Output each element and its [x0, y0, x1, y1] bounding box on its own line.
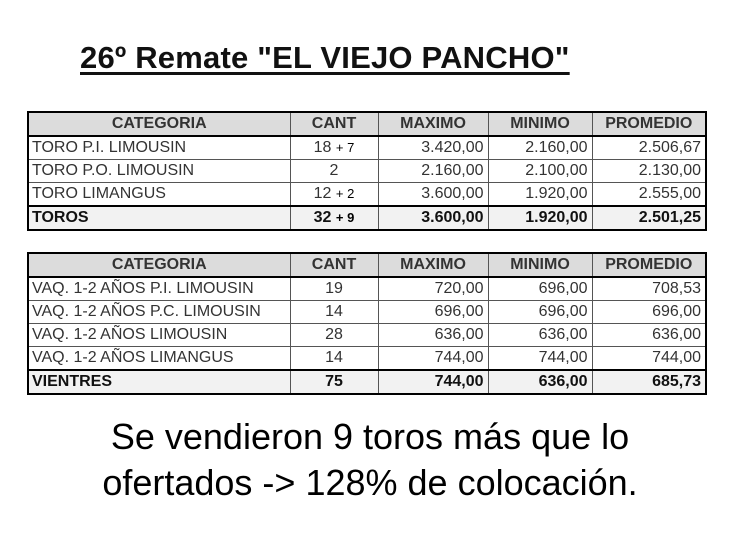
cell-maximo: 744,00 [378, 347, 488, 371]
cell-categoria: TORO LIMANGUS [28, 183, 290, 207]
cell-cant: 14 [290, 347, 378, 371]
cell-maximo: 2.160,00 [378, 160, 488, 183]
total-cant-extra: + 9 [335, 210, 355, 225]
total-promedio: 685,73 [592, 370, 706, 394]
cant-value: 2 [329, 162, 339, 179]
cell-minimo: 2.160,00 [488, 136, 592, 160]
header-categoria: CATEGORIA [28, 112, 290, 136]
cant-extra: + 7 [335, 140, 355, 155]
cell-categoria: VAQ. 1-2 AÑOS LIMOUSIN [28, 324, 290, 347]
table-row [28, 301, 706, 324]
total-categoria: TOROS [28, 206, 290, 230]
header-promedio: PROMEDIO [592, 112, 706, 136]
cant-value: 12 [313, 185, 332, 202]
cell-cant: 14 [290, 301, 378, 324]
cant-extra: + 2 [335, 186, 355, 201]
table-row [28, 136, 706, 160]
header-maximo: MAXIMO [378, 253, 488, 277]
cell-maximo: 3.420,00 [378, 136, 488, 160]
table-header-row [28, 112, 706, 136]
cell-categoria: VAQ. 1-2 AÑOS P.C. LIMOUSIN [28, 301, 290, 324]
table-row [28, 277, 706, 301]
table-header-row [28, 253, 706, 277]
total-maximo: 744,00 [378, 370, 488, 394]
header-minimo: MINIMO [488, 253, 592, 277]
cell-maximo: 696,00 [378, 301, 488, 324]
cell-cant [290, 136, 378, 160]
total-maximo: 3.600,00 [378, 206, 488, 230]
header-categoria: CATEGORIA [28, 253, 290, 277]
cell-cant: 28 [290, 324, 378, 347]
header-minimo: MINIMO [488, 112, 592, 136]
cell-minimo: 744,00 [488, 347, 592, 371]
cell-maximo: 720,00 [378, 277, 488, 301]
cell-maximo: 3.600,00 [378, 183, 488, 207]
total-row [28, 206, 706, 230]
total-minimo: 636,00 [488, 370, 592, 394]
cell-promedio: 636,00 [592, 324, 706, 347]
cell-categoria: VAQ. 1-2 AÑOS P.I. LIMOUSIN [28, 277, 290, 301]
total-cant-value: 32 [313, 209, 332, 226]
header-cant: CANT [290, 253, 378, 277]
caption-line-2: ofertados -> 128% de colocación. [102, 462, 638, 503]
cell-minimo: 696,00 [488, 277, 592, 301]
cant-value: 18 [313, 139, 332, 156]
cell-promedio: 696,00 [592, 301, 706, 324]
cell-categoria: TORO P.O. LIMOUSIN [28, 160, 290, 183]
toros-table [27, 111, 707, 231]
cell-minimo: 696,00 [488, 301, 592, 324]
table-row [28, 160, 706, 183]
page-title: 26º Remate "EL VIEJO PANCHO" [80, 40, 570, 75]
cell-cant [290, 160, 378, 183]
cell-promedio: 2.130,00 [592, 160, 706, 183]
total-cant [290, 206, 378, 230]
cell-categoria: VAQ. 1-2 AÑOS LIMANGUS [28, 347, 290, 371]
vientres-table [27, 252, 707, 395]
cell-minimo: 1.920,00 [488, 183, 592, 207]
cell-minimo: 2.100,00 [488, 160, 592, 183]
table-row [28, 183, 706, 207]
total-promedio: 2.501,25 [592, 206, 706, 230]
cell-categoria: TORO P.I. LIMOUSIN [28, 136, 290, 160]
cell-promedio: 708,53 [592, 277, 706, 301]
caption-text [30, 414, 710, 506]
cell-promedio: 2.555,00 [592, 183, 706, 207]
caption-line-1: Se vendieron 9 toros más que lo [110, 416, 630, 457]
table-row [28, 324, 706, 347]
cell-cant [290, 183, 378, 207]
total-cant: 75 [290, 370, 378, 394]
total-row [28, 370, 706, 394]
header-cant: CANT [290, 112, 378, 136]
cell-cant: 19 [290, 277, 378, 301]
cell-maximo: 636,00 [378, 324, 488, 347]
cell-minimo: 636,00 [488, 324, 592, 347]
total-minimo: 1.920,00 [488, 206, 592, 230]
total-categoria: VIENTRES [28, 370, 290, 394]
cell-promedio: 2.506,67 [592, 136, 706, 160]
header-promedio: PROMEDIO [592, 253, 706, 277]
cell-promedio: 744,00 [592, 347, 706, 371]
header-maximo: MAXIMO [378, 112, 488, 136]
table-row [28, 347, 706, 371]
